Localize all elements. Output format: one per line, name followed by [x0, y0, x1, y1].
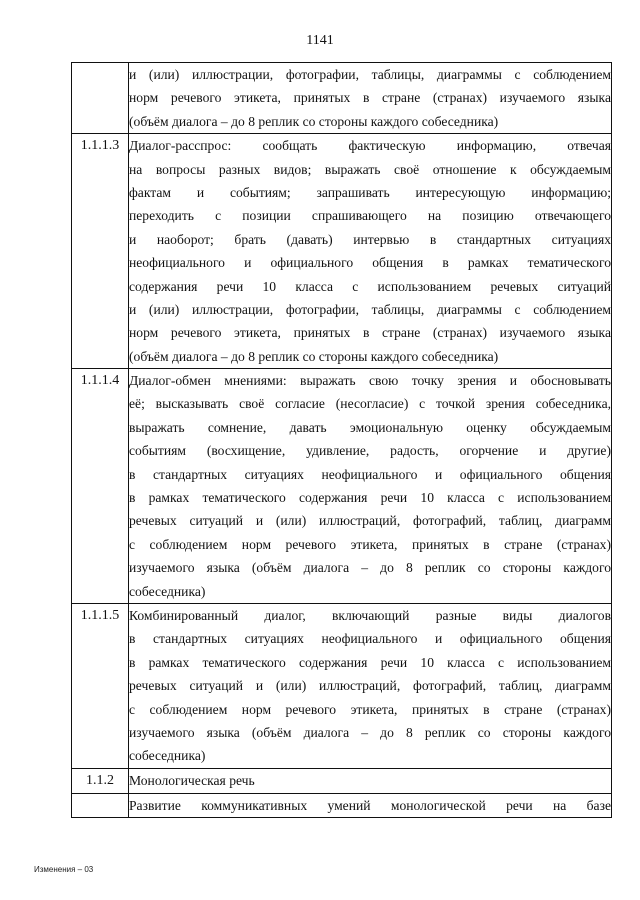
text-line: переходить с позиции спрашивающего на позицию отвечающего — [129, 208, 611, 224]
section-text — [129, 134, 612, 369]
section-text — [129, 768, 612, 793]
text-line: содержания речи 10 класса с использованием речевых ситуаций — [129, 278, 611, 294]
text-line: и (или) иллюстрации, фотографии, таблицы, диаграммы с соблюдением — [129, 67, 611, 82]
table-row — [72, 134, 612, 369]
text-line: (объём диалога – до 8 реплик со стороны каждого собеседника) — [129, 113, 499, 129]
text-line: её; высказывать своё согласие (несогласие) с точкой зрения собеседника, — [129, 396, 611, 412]
text-line: и наоборот; брать (давать) интервью в стандартных ситуациях — [129, 231, 611, 247]
text-line: с соблюдением норм речевого этикета, принятых в стране (странах) — [129, 536, 611, 552]
text-line: Развитие коммуникативных умений монологической речи на базе — [129, 797, 611, 813]
text-line: норм речевого этикета, принятых в стране (странах) изучаемого языка — [129, 325, 611, 341]
section-number — [72, 63, 129, 134]
text-line: событиям (восхищение, удивление, радость, огорчение и другие) — [129, 443, 611, 459]
text-line: в стандартных ситуациях неофициального и официального общения — [129, 631, 611, 647]
text-line: на вопросы разных видов; выражать своё отношение к обсуждаемым — [129, 161, 611, 177]
text-line: в стандартных ситуациях неофициального и официального общения — [129, 466, 611, 482]
text-line: в рамках тематического содержания речи 10 класса с использованием — [129, 654, 611, 670]
table-row — [72, 768, 612, 793]
text-line: выражать сомнение, давать эмоциональную оценку обсуждаемым — [129, 419, 611, 435]
section-number: 1.1.2 — [72, 768, 129, 793]
section-text — [129, 603, 612, 768]
text-line: речевых ситуаций и (или) иллюстраций, фотографий, таблиц, диаграмм — [129, 513, 611, 529]
table-row — [72, 369, 612, 604]
footer-revision: Изменения – 03 — [34, 865, 94, 874]
table-row — [72, 63, 612, 134]
section-number-empty — [72, 793, 129, 817]
text-line: (объём диалога – до 8 реплик со стороны каждого собеседника) — [129, 348, 499, 364]
text-line: в рамках тематического содержания речи 10 класса с использованием — [129, 490, 611, 506]
section-text — [129, 793, 612, 817]
section-text — [129, 63, 612, 134]
text-line: и (или) иллюстрации, фотографии, таблицы, диаграммы с соблюдением — [129, 301, 611, 317]
table-row — [72, 793, 612, 817]
page-number: 1141 — [306, 33, 334, 48]
content-table — [71, 62, 612, 818]
text-line: Комбинированный диалог, включающий разные виды диалогов — [129, 607, 611, 623]
text-line: фактам и событиям; запрашивать интересующую информацию; — [129, 184, 611, 200]
text-line: собеседника) — [129, 583, 206, 599]
section-number: 1.1.1.3 — [72, 134, 129, 369]
section-number: 1.1.1.4 — [72, 369, 129, 604]
text-line: изучаемого языка (объём диалога – до 8 реплик со стороны каждого — [129, 560, 611, 576]
text-line: речевых ситуаций и (или) иллюстраций, фотографий, таблиц, диаграмм — [129, 678, 611, 694]
section-text — [129, 369, 612, 604]
table-row — [72, 603, 612, 768]
text-line: Диалог-расспрос: сообщать фактическую информацию, отвечая — [129, 138, 611, 154]
text-line: Монологическая речь — [129, 772, 255, 788]
text-line: изучаемого языка (объём диалога – до 8 реплик со стороны каждого — [129, 724, 611, 740]
text-line: собеседника) — [129, 748, 206, 764]
text-line: Диалог-обмен мнениями: выражать свою точку зрения и обосновывать — [129, 373, 611, 389]
section-number: 1.1.1.5 — [72, 603, 129, 768]
text-line: норм речевого этикета, принятых в стране (странах) изучаемого языка — [129, 90, 611, 106]
text-line: неофициального и официального общения в рамках тематического — [129, 255, 611, 271]
text-line: с соблюдением норм речевого этикета, принятых в стране (странах) — [129, 701, 611, 717]
